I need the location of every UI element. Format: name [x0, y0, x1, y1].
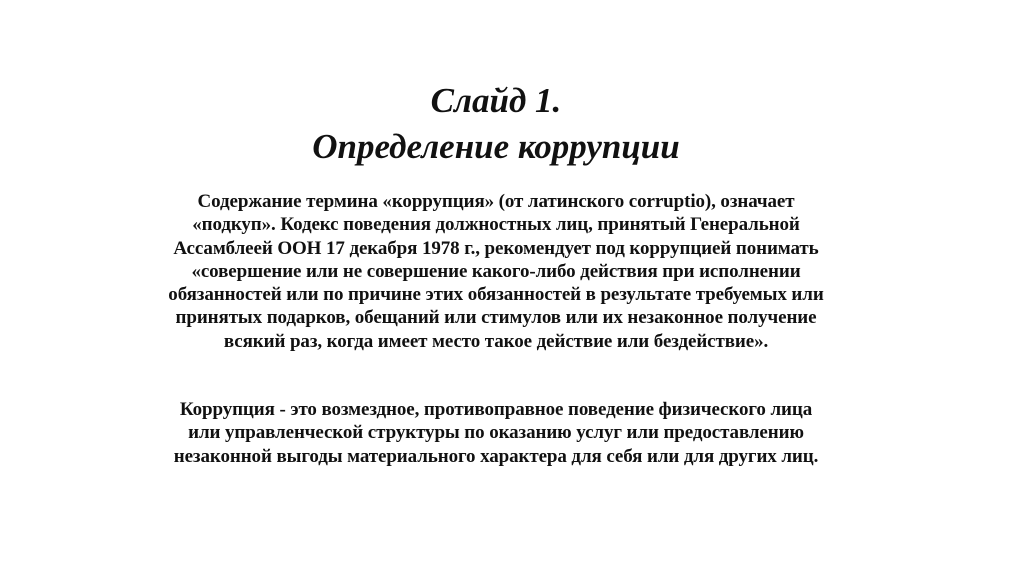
paragraph-line: принятых подарков, обещаний или стимулов или их незаконное получение — [175, 307, 817, 329]
slide-title-line-1: Слайд 1. — [430, 81, 562, 120]
paragraph-line: «подкуп». Кодекс поведения должностных лиц, принятый Генеральной — [192, 214, 800, 236]
definition-paragraph — [0, 190, 992, 353]
paragraph-line: Ассамблеей ООН 17 декабря 1978 г., рекомендует под коррупцией понимать — [173, 237, 819, 259]
paragraph-line: незаконной выгоды материального характера для себя или для других лиц. — [173, 445, 819, 467]
paragraph-line: «совершение или не совершение какого-либо действия при исполнении — [191, 260, 801, 282]
paragraph-line: Содержание термина «коррупция» (от латинского corruptio), означает — [197, 191, 795, 212]
paragraph-line: или управленческой структуры по оказанию услуг или предоставлению — [188, 422, 804, 444]
corruption-summary-paragraph — [0, 398, 992, 468]
slide-title-line-2: Определение коррупции — [312, 127, 680, 166]
paragraph-line: Коррупция - это возмездное, противоправное поведение физического лица — [179, 399, 813, 420]
slide-title — [0, 78, 992, 170]
paragraph-line: обязанностей или по причине этих обязанностей в результате требуемых или — [168, 284, 824, 306]
paragraph-line: всякий раз, когда имеет место такое действие или бездействие». — [223, 330, 769, 352]
